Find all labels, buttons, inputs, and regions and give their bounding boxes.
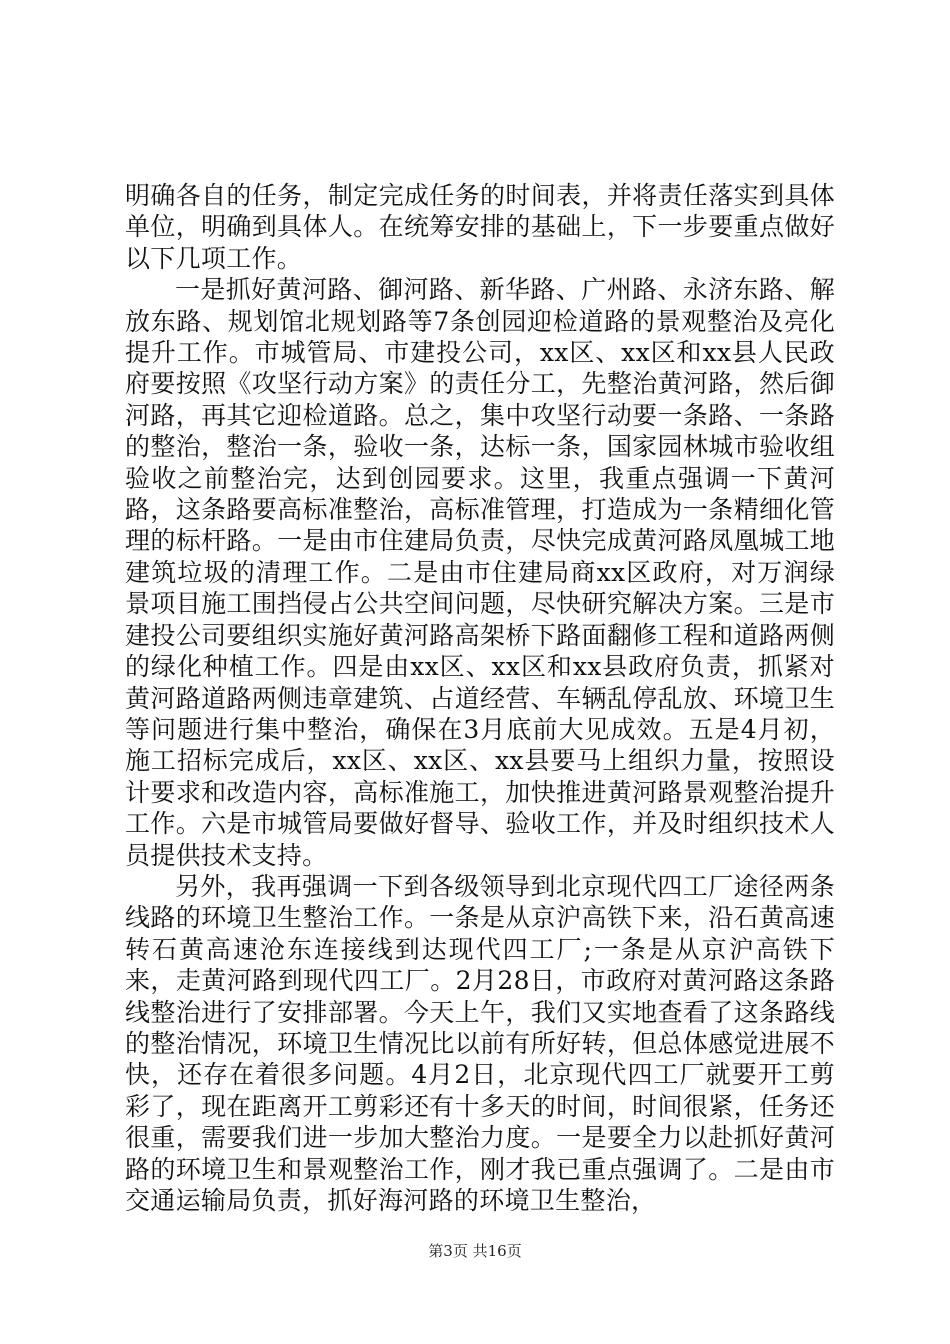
document-body	[125, 180, 835, 1216]
page-footer	[0, 1241, 950, 1261]
paragraph-environment-cleanup: 另外，我再强调一下到各级领导到北京现代四工厂途径两条线路的环境卫生整治工作。一条是从京沪高铁下来，沿石黄高速转石黄高速沧东连接线到达现代四工厂;一条是从京沪高铁下来，走黄河路到现代四工厂。2月28日，市政府对黄河路这条路线整治进行了安排部署。今天上午，我们又实地查看了这条路线的整治情况，环境卫生情况比以前有所好转，但总体感觉进展不快，还存在着很多问题。4月2日，北京现代四工厂就要开工剪彩了，现在距离开工剪彩还有十多天的时间，时间很紧，任务还很重，需要我们进一步加大整治力度。一是要全力以赴抓好黄河路的环境卫生和景观整治工作，刚才我已重点强调了。二是由市交通运输局负责，抓好海河路的环境卫生整治，	[125, 871, 835, 1215]
paragraph-continuation: 明确各自的任务，制定完成任务的时间表，并将责任落实到具体单位，明确到具体人。在统筹安排的基础上，下一步要重点做好以下几项工作。	[125, 181, 835, 273]
paragraph-road-renovation: 一是抓好黄河路、御河路、新华路、广州路、永济东路、解放东路、规划馆北规划路等7条创园迎检道路的景观整治及亮化提升工作。市城管局、市建投公司，xx区、xx区和xx县人民政府要按照《攻坚行动方案》的责任分工，先整治黄河路，然后御河路，再其它迎检道路。总之，集中攻坚行动要一条路、一条路的整治，整治一条，验收一条，达标一条，国家园林城市验收组验收之前整治完，达到创园要求。这里，我重点强调一下黄河路，这条路要高标准整治，高标准管理，打造成为一条精细化管理的标杆路。一是由市住建局负责，尽快完成黄河路凤凰城工地建筑垃圾的清理工作。二是由市住建局商xx区政府，对万润绿景项目施工围挡侵占公共空间问题，尽快研究解决方案。三是市建投公司要组织实施好黄河路高架桥下路面翻修工程和道路两侧的绿化种植工作。四是由xx区、xx区和xx县政府负责，抓紧对黄河路道路两侧违章建筑、占道经营、车辆乱停乱放、环境卫生等问题进行集中整治，确保在3月底前大见成效。五是4月初，施工招标完成后，xx区、xx区、xx县要马上组织力量，按照设计要求和改造内容，高标准施工，加快推进黄河路景观整治提升工作。六是市城管局要做好督导、验收工作，并及时组织技术人员提供技术支持。	[125, 275, 835, 870]
page-number-label: 第3页 共16页	[428, 1242, 522, 1260]
